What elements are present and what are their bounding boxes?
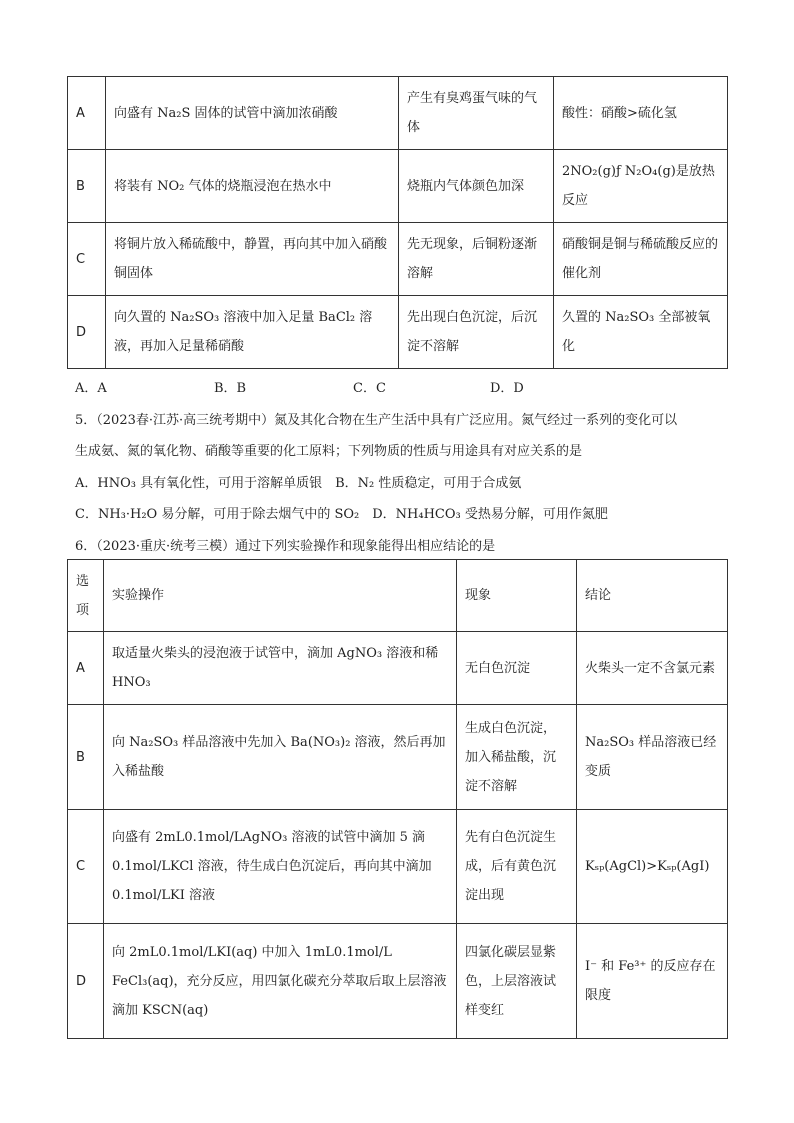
q6-stem: 6．（2023·重庆·统考三模）通过下列实验操作和现象能得出相应结论的是 (75, 539, 496, 554)
row-label: C (68, 810, 104, 924)
conclusion-cell: 2NO₂(g)ƒ N₂O₄(g)是放热反应 (554, 150, 728, 223)
q5-stem-line2: 生成氨、氮的氧化物、硝酸等重要的化工原料；下列物质的性质与用途具有对应关系的是 (75, 444, 583, 459)
header-option: 选项 (68, 560, 104, 632)
q5-options-line1[interactable]: A．HNO₃ 具有氧化性，可用于溶解单质银 B．N₂ 性质稳定，可用于合成氨 (75, 476, 522, 491)
conclusion-cell: 硝酸铜是铜与稀硫酸反应的催化剂 (554, 223, 728, 296)
table-row (68, 150, 728, 223)
operation-cell: 向久置的 Na₂SO₃ 溶液中加入足量 BaCl₂ 溶液，再加入足量稀硝酸 (106, 296, 399, 369)
table-row (68, 223, 728, 296)
operation-cell: 向 Na₂SO₃ 样品溶液中先加入 Ba(NO₃)₂ 溶液，然后再加入稀盐酸 (104, 705, 457, 810)
phenomenon-cell: 先出现白色沉淀，后沉淀不溶解 (399, 296, 554, 369)
conclusion-cell: 久置的 Na₂SO₃ 全部被氧化 (554, 296, 728, 369)
table-row (68, 705, 728, 810)
table-header-row (68, 560, 728, 632)
table-row (68, 632, 728, 705)
option-a[interactable]: A．A (75, 381, 107, 396)
q5-options-line2[interactable]: C．NH₃·H₂O 易分解，可用于除去烟气中的 SO₂ D．NH₄HCO₃ 受热易分解，可用作氮肥 (75, 507, 608, 522)
row-label: B (68, 150, 106, 223)
operation-cell: 向盛有 Na₂S 固体的试管中滴加浓硝酸 (106, 77, 399, 150)
q4-options (75, 377, 524, 396)
row-label: D (68, 296, 106, 369)
table-row (68, 810, 728, 924)
conclusion-cell: I⁻ 和 Fe³⁺ 的反应存在限度 (577, 924, 728, 1039)
row-label: D (68, 924, 104, 1039)
q6-table (67, 559, 728, 1039)
conclusion-cell: Kₛₚ(AgCl)>Kₛₚ(AgI) (577, 810, 728, 924)
phenomenon-cell: 生成白色沉淀，加入稀盐酸，沉淀不溶解 (457, 705, 577, 810)
operation-cell: 将铜片放入稀硫酸中，静置，再向其中加入硝酸铜固体 (106, 223, 399, 296)
operation-cell: 向盛有 2mL0.1mol/LAgNO₃ 溶液的试管中滴加 5 滴 0.1mol/LKCl 溶液，待生成白色沉淀后，再向其中滴加 0.1mol/LKI 溶液 (104, 810, 457, 924)
table-row (68, 77, 728, 150)
header-operation: 实验操作 (104, 560, 457, 632)
header-conclusion: 结论 (577, 560, 728, 632)
row-label: A (68, 632, 104, 705)
row-label: B (68, 705, 104, 810)
header-phenomenon: 现象 (457, 560, 577, 632)
option-c[interactable]: C．C (353, 381, 386, 396)
row-label: A (68, 77, 106, 150)
row-label: C (68, 223, 106, 296)
phenomenon-cell: 烧瓶内气体颜色加深 (399, 150, 554, 223)
phenomenon-cell: 先有白色沉淀生成，后有黄色沉淀出现 (457, 810, 577, 924)
operation-cell: 取适量火柴头的浸泡液于试管中，滴加 AgNO₃ 溶液和稀 HNO₃ (104, 632, 457, 705)
operation-cell: 向 2mL0.1mol/LKI(aq) 中加入 1mL0.1mol/L FeCl₃(aq)，充分反应，用四氯化碳充分萃取后取上层溶液滴加 KSCN(aq) (104, 924, 457, 1039)
option-d[interactable]: D．D (490, 381, 524, 396)
conclusion-cell: 火柴头一定不含氯元素 (577, 632, 728, 705)
table-row (68, 924, 728, 1039)
operation-cell: 将装有 NO₂ 气体的烧瓶浸泡在热水中 (106, 150, 399, 223)
phenomenon-cell: 产生有臭鸡蛋气味的气体 (399, 77, 554, 150)
q4-table (67, 76, 728, 369)
table-row (68, 296, 728, 369)
phenomenon-cell: 无白色沉淀 (457, 632, 577, 705)
conclusion-cell: Na₂SO₃ 样品溶液已经变质 (577, 705, 728, 810)
phenomenon-cell: 先无现象，后铜粉逐渐溶解 (399, 223, 554, 296)
phenomenon-cell: 四氯化碳层显紫色，上层溶液试样变红 (457, 924, 577, 1039)
option-b[interactable]: B．B (214, 381, 247, 396)
q5-stem-line1: 5．（2023春·江苏·高三统考期中）氮及其化合物在生产生活中具有广泛应用。氮气经过一系列的变化可以 (75, 413, 678, 428)
conclusion-cell: 酸性：硝酸>硫化氢 (554, 77, 728, 150)
